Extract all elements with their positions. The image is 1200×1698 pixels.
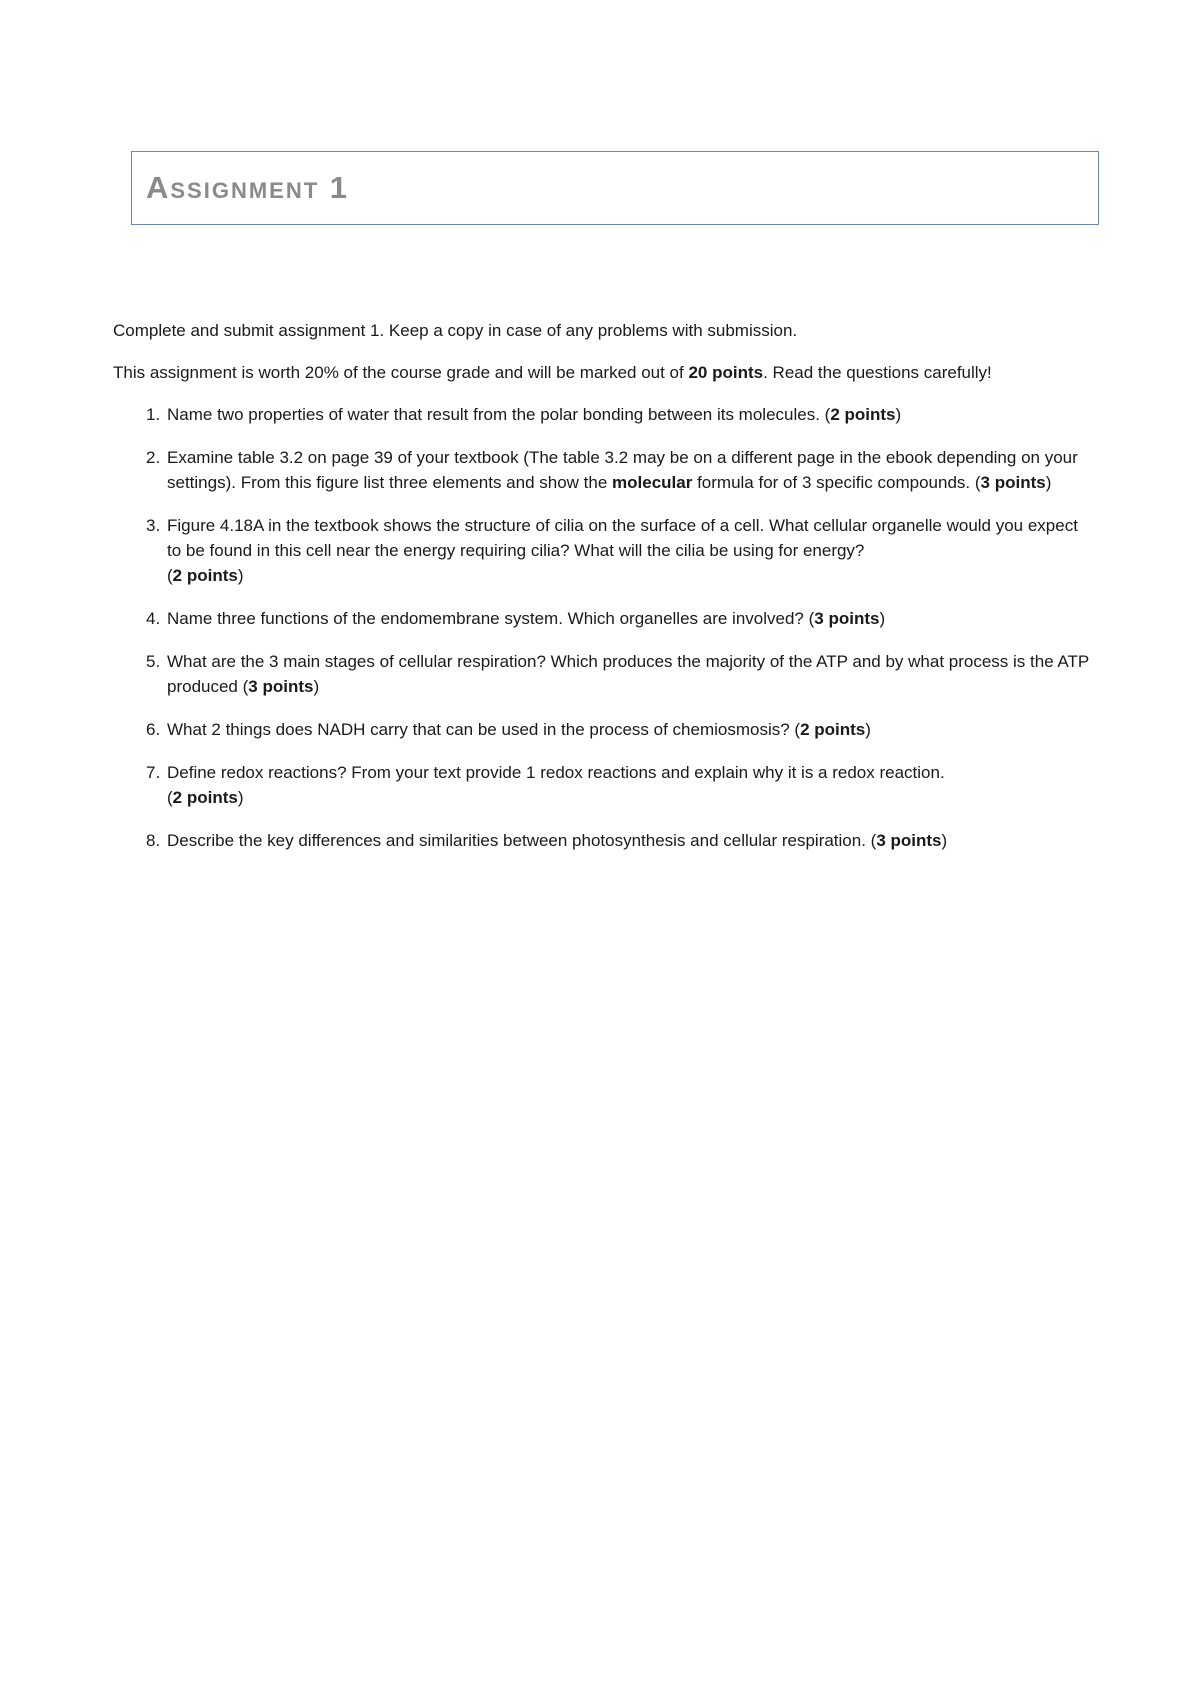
question-points: 2 points [172,788,238,807]
question-text: Describe the key differences and similarities between photosynthesis and cellular respiration. ( [167,831,877,850]
question-points: 2 points [800,720,866,739]
question-close: ) [879,609,886,628]
question-number: 5. [146,652,161,671]
question-item [113,649,1093,699]
question-number: 6. [146,720,161,739]
title-box [131,151,1099,225]
question-item [113,760,1093,810]
question-item [113,828,1093,853]
question-text: What 2 things does NADH carry that can be used in the process of chemiosmosis? ( [167,720,801,739]
question-list [113,402,1093,853]
question-close: ) [313,677,320,696]
question-text: Name three functions of the endomembrane system. Which organelles are involved? ( [167,609,815,628]
question-close: ) [237,788,244,807]
question-text: Figure 4.18A in the textbook shows the structure of cilia on the surface of a cell. What cellular organelle would you expect to be found in this cell near the energy requiring cilia? What will the cilia be using for energy? [167,516,1078,560]
question-number: 7. [146,763,161,782]
page-title: Assignment 1 [146,170,350,205]
question-text: Examine table 3.2 on page 39 of your textbook (The table 3.2 may be on a different page in the ebook depending on your settings). From this figure list three elements and show the [167,448,1078,492]
question-item [113,513,1093,588]
question-text: Name two properties of water that result from the polar bonding between its molecules. ( [167,405,831,424]
total-points: 20 points [688,363,764,382]
question-open: ( [167,788,173,807]
question-number: 2. [146,448,161,467]
question-text: What are the 3 main stages of cellular respiration? Which produces the majority of the ATP and by what process is the ATP produced ( [167,652,1089,696]
question-close: ) [865,720,871,739]
question-number: 3. [146,516,161,535]
question-points: 3 points [980,473,1046,492]
question-points: 2 points [172,566,238,585]
question-open: ( [167,566,173,585]
intro-line-2 [113,360,1093,385]
question-number: 8. [146,831,161,850]
question-item [113,717,1093,742]
question-points: 3 points [876,831,942,850]
question-close: ) [941,831,948,850]
intro-line-1: Complete and submit assignment 1. Keep a copy in case of any problems with submission. [113,321,798,340]
intro-line-2-end: . Read the questions carefully! [763,363,992,382]
question-item [113,445,1093,495]
question-item [113,606,1093,631]
question-item [113,402,1093,427]
question-points: 2 points [830,405,896,424]
question-number: 4. [146,609,161,628]
question-bold-word: molecular [612,473,693,492]
question-close: ) [1045,473,1052,492]
question-close: ) [895,405,902,424]
question-points: 3 points [814,609,880,628]
intro-line-2-start: This assignment is worth 20% of the course grade and will be marked out of [113,363,689,382]
question-number: 1. [146,405,161,424]
question-text: Define redox reactions? From your text provide 1 redox reactions and explain why it is a redox reaction. [167,763,945,782]
question-text-continued: formula for of 3 specific compounds. ( [692,473,981,492]
question-close: ) [237,566,244,585]
document-body [113,318,1093,871]
question-points: 3 points [248,677,314,696]
